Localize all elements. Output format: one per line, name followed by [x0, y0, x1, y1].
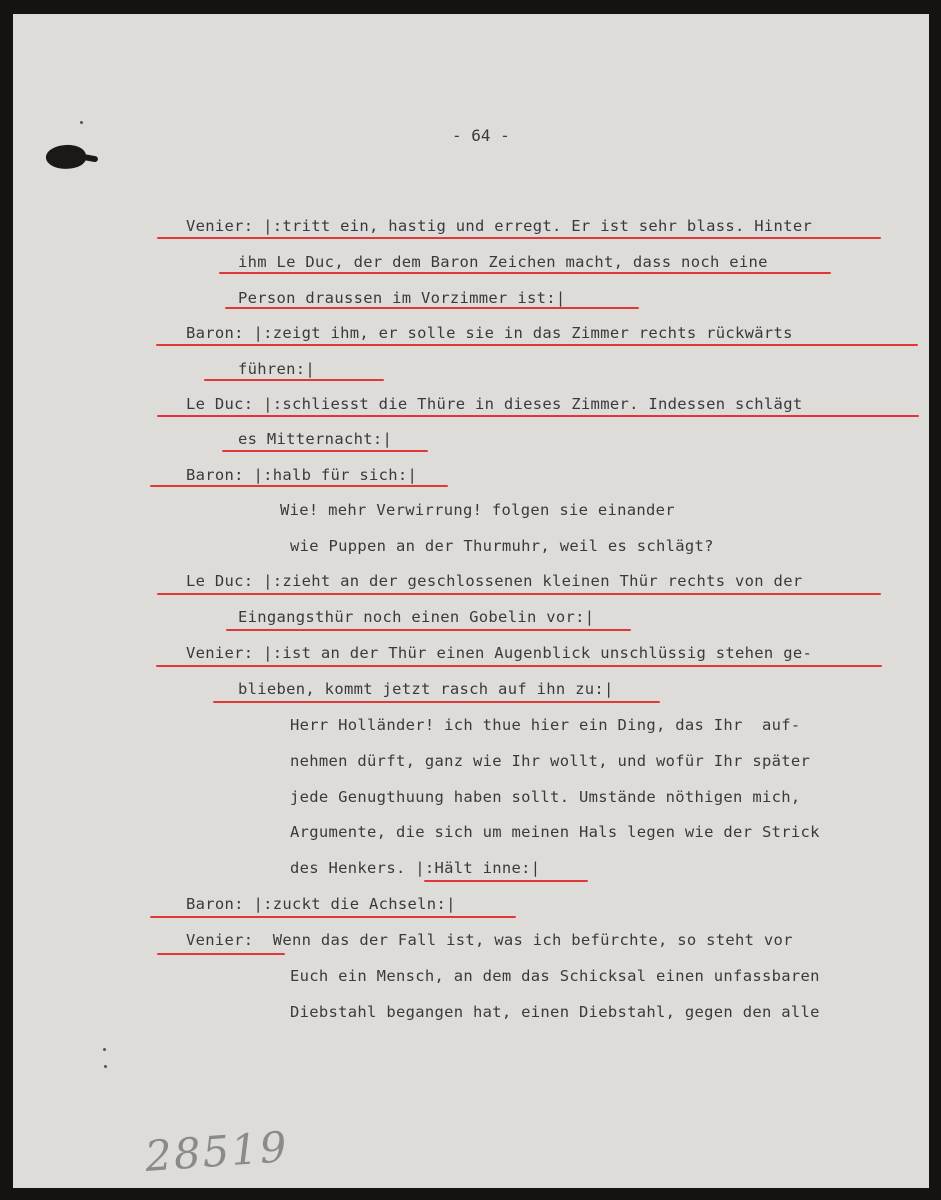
line-text: Herr Holländer! ich thue hier ein Ding, das Ihr auf- — [290, 716, 801, 734]
script-line — [238, 607, 594, 627]
script-line — [290, 966, 820, 986]
script-line — [238, 252, 768, 272]
script-line — [280, 500, 675, 520]
line-text: Euch ein Mensch, an dem das Schicksal einen unfassbaren — [290, 967, 820, 985]
line-text: Wie! mehr Verwirrung! folgen sie einander — [280, 501, 675, 519]
line-text: |:zuckt die Achseln:| — [253, 895, 456, 913]
red-underline — [157, 237, 881, 239]
line-text: |:ist an der Thür einen Augenblick unschlüssig stehen ge- — [263, 644, 813, 662]
speaker-name: Baron: — [186, 324, 244, 342]
script-line — [186, 394, 802, 414]
red-underline — [150, 916, 516, 918]
script-line — [238, 359, 315, 379]
script-line — [186, 930, 793, 950]
line-text: nehmen dürft, ganz wie Ihr wollt, und wofür Ihr später — [290, 752, 811, 770]
line-text: des Henkers. |:Hält inne:| — [290, 859, 541, 877]
script-line — [238, 679, 614, 699]
line-text: führen:| — [238, 360, 316, 378]
script-line — [186, 465, 417, 485]
line-text: es Mitternacht:| — [238, 430, 393, 448]
line-text: Argumente, die sich um meinen Hals legen wie der Strick — [290, 823, 820, 841]
line-text: blieben, kommt jetzt rasch auf ihn zu:| — [238, 680, 614, 698]
page-number: - 64 - — [452, 126, 510, 145]
script-line — [290, 1002, 820, 1022]
script-line — [238, 288, 565, 308]
line-text: |:tritt ein, hastig und erregt. Er ist sehr blass. Hinter — [263, 217, 813, 235]
paper-speck — [103, 1048, 106, 1051]
script-line — [238, 429, 392, 449]
red-underline — [204, 379, 384, 381]
line-text: Diebstahl begangen hat, einen Diebstahl, gegen den alle — [290, 1003, 820, 1021]
script-line — [290, 822, 820, 842]
red-underline — [226, 629, 631, 631]
script-line — [290, 715, 800, 735]
red-underline — [219, 272, 831, 274]
red-underline — [157, 953, 285, 955]
script-line — [186, 216, 812, 236]
red-underline — [157, 593, 881, 595]
line-text: |:halb für sich:| — [253, 466, 418, 484]
line-text: |:zieht an der geschlossenen kleinen Thür rechts von der — [263, 572, 803, 590]
red-underline — [225, 307, 639, 309]
script-line — [186, 643, 812, 663]
line-text: jede Genugthuung haben sollt. Umstände nöthigen mich, — [290, 788, 801, 806]
red-underline — [157, 415, 919, 417]
speaker-name: Baron: — [186, 895, 244, 913]
pencil-note: 28519 — [143, 1122, 291, 1181]
paper-speck — [104, 1065, 107, 1068]
red-underline — [213, 701, 660, 703]
speaker-name: Baron: — [186, 466, 244, 484]
script-line — [290, 858, 540, 878]
paper-speck — [80, 121, 83, 124]
line-text: ihm Le Duc, der dem Baron Zeichen macht, dass noch eine — [238, 253, 768, 271]
script-line — [186, 323, 793, 343]
script-line — [290, 751, 810, 771]
speaker-name: Venier: — [186, 644, 254, 662]
script-line — [290, 787, 800, 807]
red-underline — [222, 450, 428, 452]
red-underline — [156, 665, 882, 667]
line-text: Person draussen im Vorzimmer ist:| — [238, 289, 566, 307]
script-line — [186, 571, 802, 591]
speaker-name: Le Duc: — [186, 572, 254, 590]
line-text: |:zeigt ihm, er solle sie in das Zimmer rechts rückwärts — [253, 324, 793, 342]
red-underline — [424, 880, 588, 882]
speaker-name: Venier: — [186, 931, 254, 949]
red-underline — [156, 344, 918, 346]
red-underline — [150, 485, 448, 487]
line-text: Eingangsthür noch einen Gobelin vor:| — [238, 608, 595, 626]
script-line — [290, 536, 714, 556]
line-text: |:schliesst die Thüre in dieses Zimmer. Indessen schlägt — [263, 395, 803, 413]
speaker-name: Venier: — [186, 217, 254, 235]
line-text: wie Puppen an der Thurmuhr, weil es schlägt? — [290, 537, 714, 555]
script-line — [186, 894, 456, 914]
line-text: Wenn das der Fall ist, was ich befürchte, so steht vor — [272, 931, 793, 949]
speaker-name: Le Duc: — [186, 395, 254, 413]
